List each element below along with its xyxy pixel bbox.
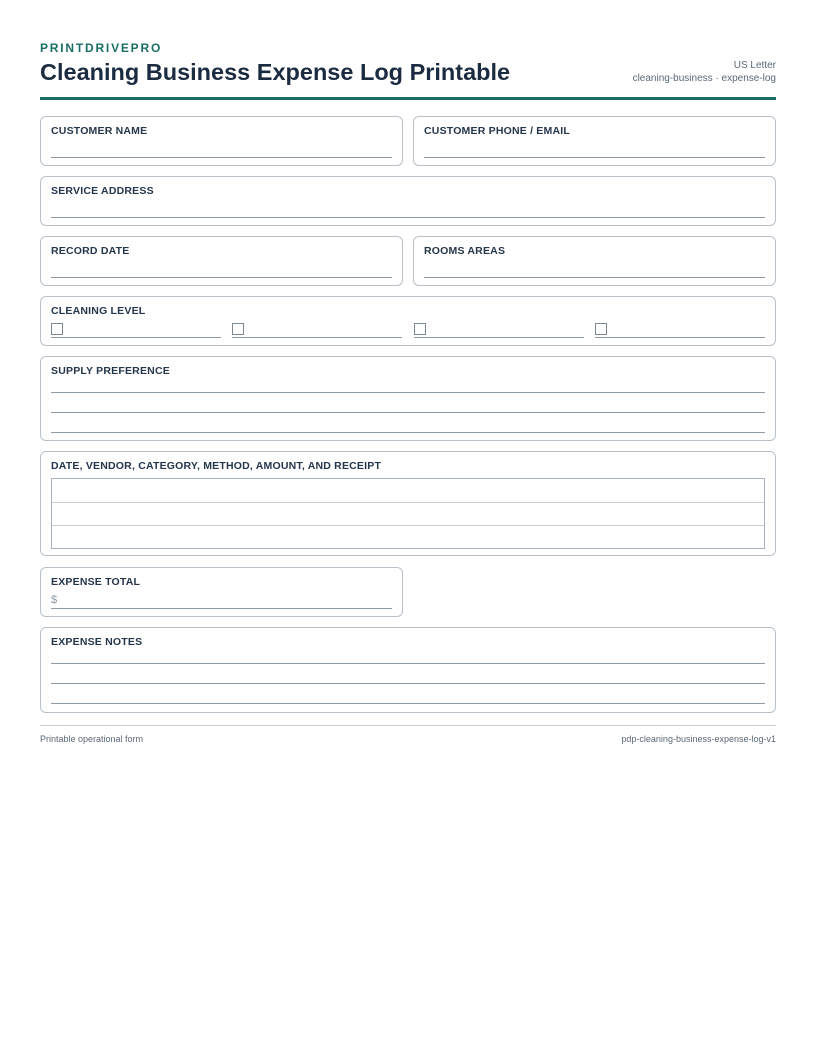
cleaning-level-field bbox=[40, 296, 776, 346]
supply-preference-line-3[interactable] bbox=[51, 432, 765, 433]
rooms-areas-label: ROOMS AREAS bbox=[424, 245, 506, 257]
expense-table-label: DATE, VENDOR, CATEGORY, METHOD, AMOUNT, AND RECEIPT bbox=[51, 460, 382, 472]
expense-total-field bbox=[40, 567, 403, 617]
supply-preference-line-2[interactable] bbox=[51, 412, 765, 413]
page-footer bbox=[40, 725, 776, 744]
footer-description: Printable operational form bbox=[40, 734, 144, 744]
supply-preference-line-1[interactable] bbox=[51, 392, 765, 393]
record-date-label: RECORD DATE bbox=[51, 245, 130, 257]
expense-table bbox=[51, 478, 765, 549]
cleaning-level-option-4-checkbox[interactable] bbox=[595, 323, 607, 335]
form-id: pdp-cleaning-business-expense-log-v1 bbox=[621, 734, 776, 744]
cleaning-level-label: CLEANING LEVEL bbox=[51, 305, 146, 317]
expense-notes-field bbox=[40, 627, 776, 713]
expense-notes-label: EXPENSE NOTES bbox=[51, 636, 143, 648]
expense-notes-line-1[interactable] bbox=[51, 663, 765, 664]
expense-table-section bbox=[40, 451, 776, 556]
supply-preference-field bbox=[40, 356, 776, 441]
service-address-label: SERVICE ADDRESS bbox=[51, 185, 154, 197]
table-row[interactable] bbox=[52, 502, 764, 525]
page-title: Cleaning Business Expense Log Printable bbox=[40, 59, 511, 85]
table-row[interactable] bbox=[52, 525, 764, 548]
supply-preference-label: SUPPLY PREFERENCE bbox=[51, 365, 170, 377]
page-header bbox=[40, 40, 776, 100]
cleaning-level-option-1-line[interactable] bbox=[51, 337, 221, 338]
expense-total-label: EXPENSE TOTAL bbox=[51, 576, 141, 588]
record-date-line[interactable] bbox=[51, 277, 392, 278]
rooms-areas-field bbox=[413, 236, 776, 286]
brand-name: PRINTDRIVEPRO bbox=[40, 41, 163, 55]
cleaning-level-option-3-line[interactable] bbox=[414, 337, 584, 338]
paper-size: US Letter bbox=[733, 60, 776, 71]
cleaning-level-option-3-checkbox[interactable] bbox=[414, 323, 426, 335]
customer-name-label: CUSTOMER NAME bbox=[51, 125, 148, 137]
cleaning-level-option-2-line[interactable] bbox=[232, 337, 402, 338]
cleaning-level-option-2-checkbox[interactable] bbox=[232, 323, 244, 335]
currency-symbol: $ bbox=[51, 594, 58, 606]
customer-contact-label: CUSTOMER PHONE / EMAIL bbox=[424, 125, 570, 137]
header-meta bbox=[633, 59, 776, 85]
cleaning-level-option-4-line[interactable] bbox=[595, 337, 765, 338]
cleaning-level-option-1-checkbox[interactable] bbox=[51, 323, 63, 335]
service-address-field bbox=[40, 176, 776, 226]
customer-contact-field bbox=[413, 116, 776, 166]
expense-total-line[interactable] bbox=[51, 608, 392, 609]
service-address-line[interactable] bbox=[51, 217, 765, 218]
form-tags: cleaning-business · expense-log bbox=[632, 73, 776, 84]
customer-name-field bbox=[40, 116, 403, 166]
record-date-field bbox=[40, 236, 403, 286]
table-row[interactable] bbox=[52, 479, 764, 502]
expense-notes-line-3[interactable] bbox=[51, 703, 765, 704]
expense-notes-line-2[interactable] bbox=[51, 683, 765, 684]
rooms-areas-line[interactable] bbox=[424, 277, 765, 278]
customer-name-line[interactable] bbox=[51, 157, 392, 158]
customer-contact-line[interactable] bbox=[424, 157, 765, 158]
